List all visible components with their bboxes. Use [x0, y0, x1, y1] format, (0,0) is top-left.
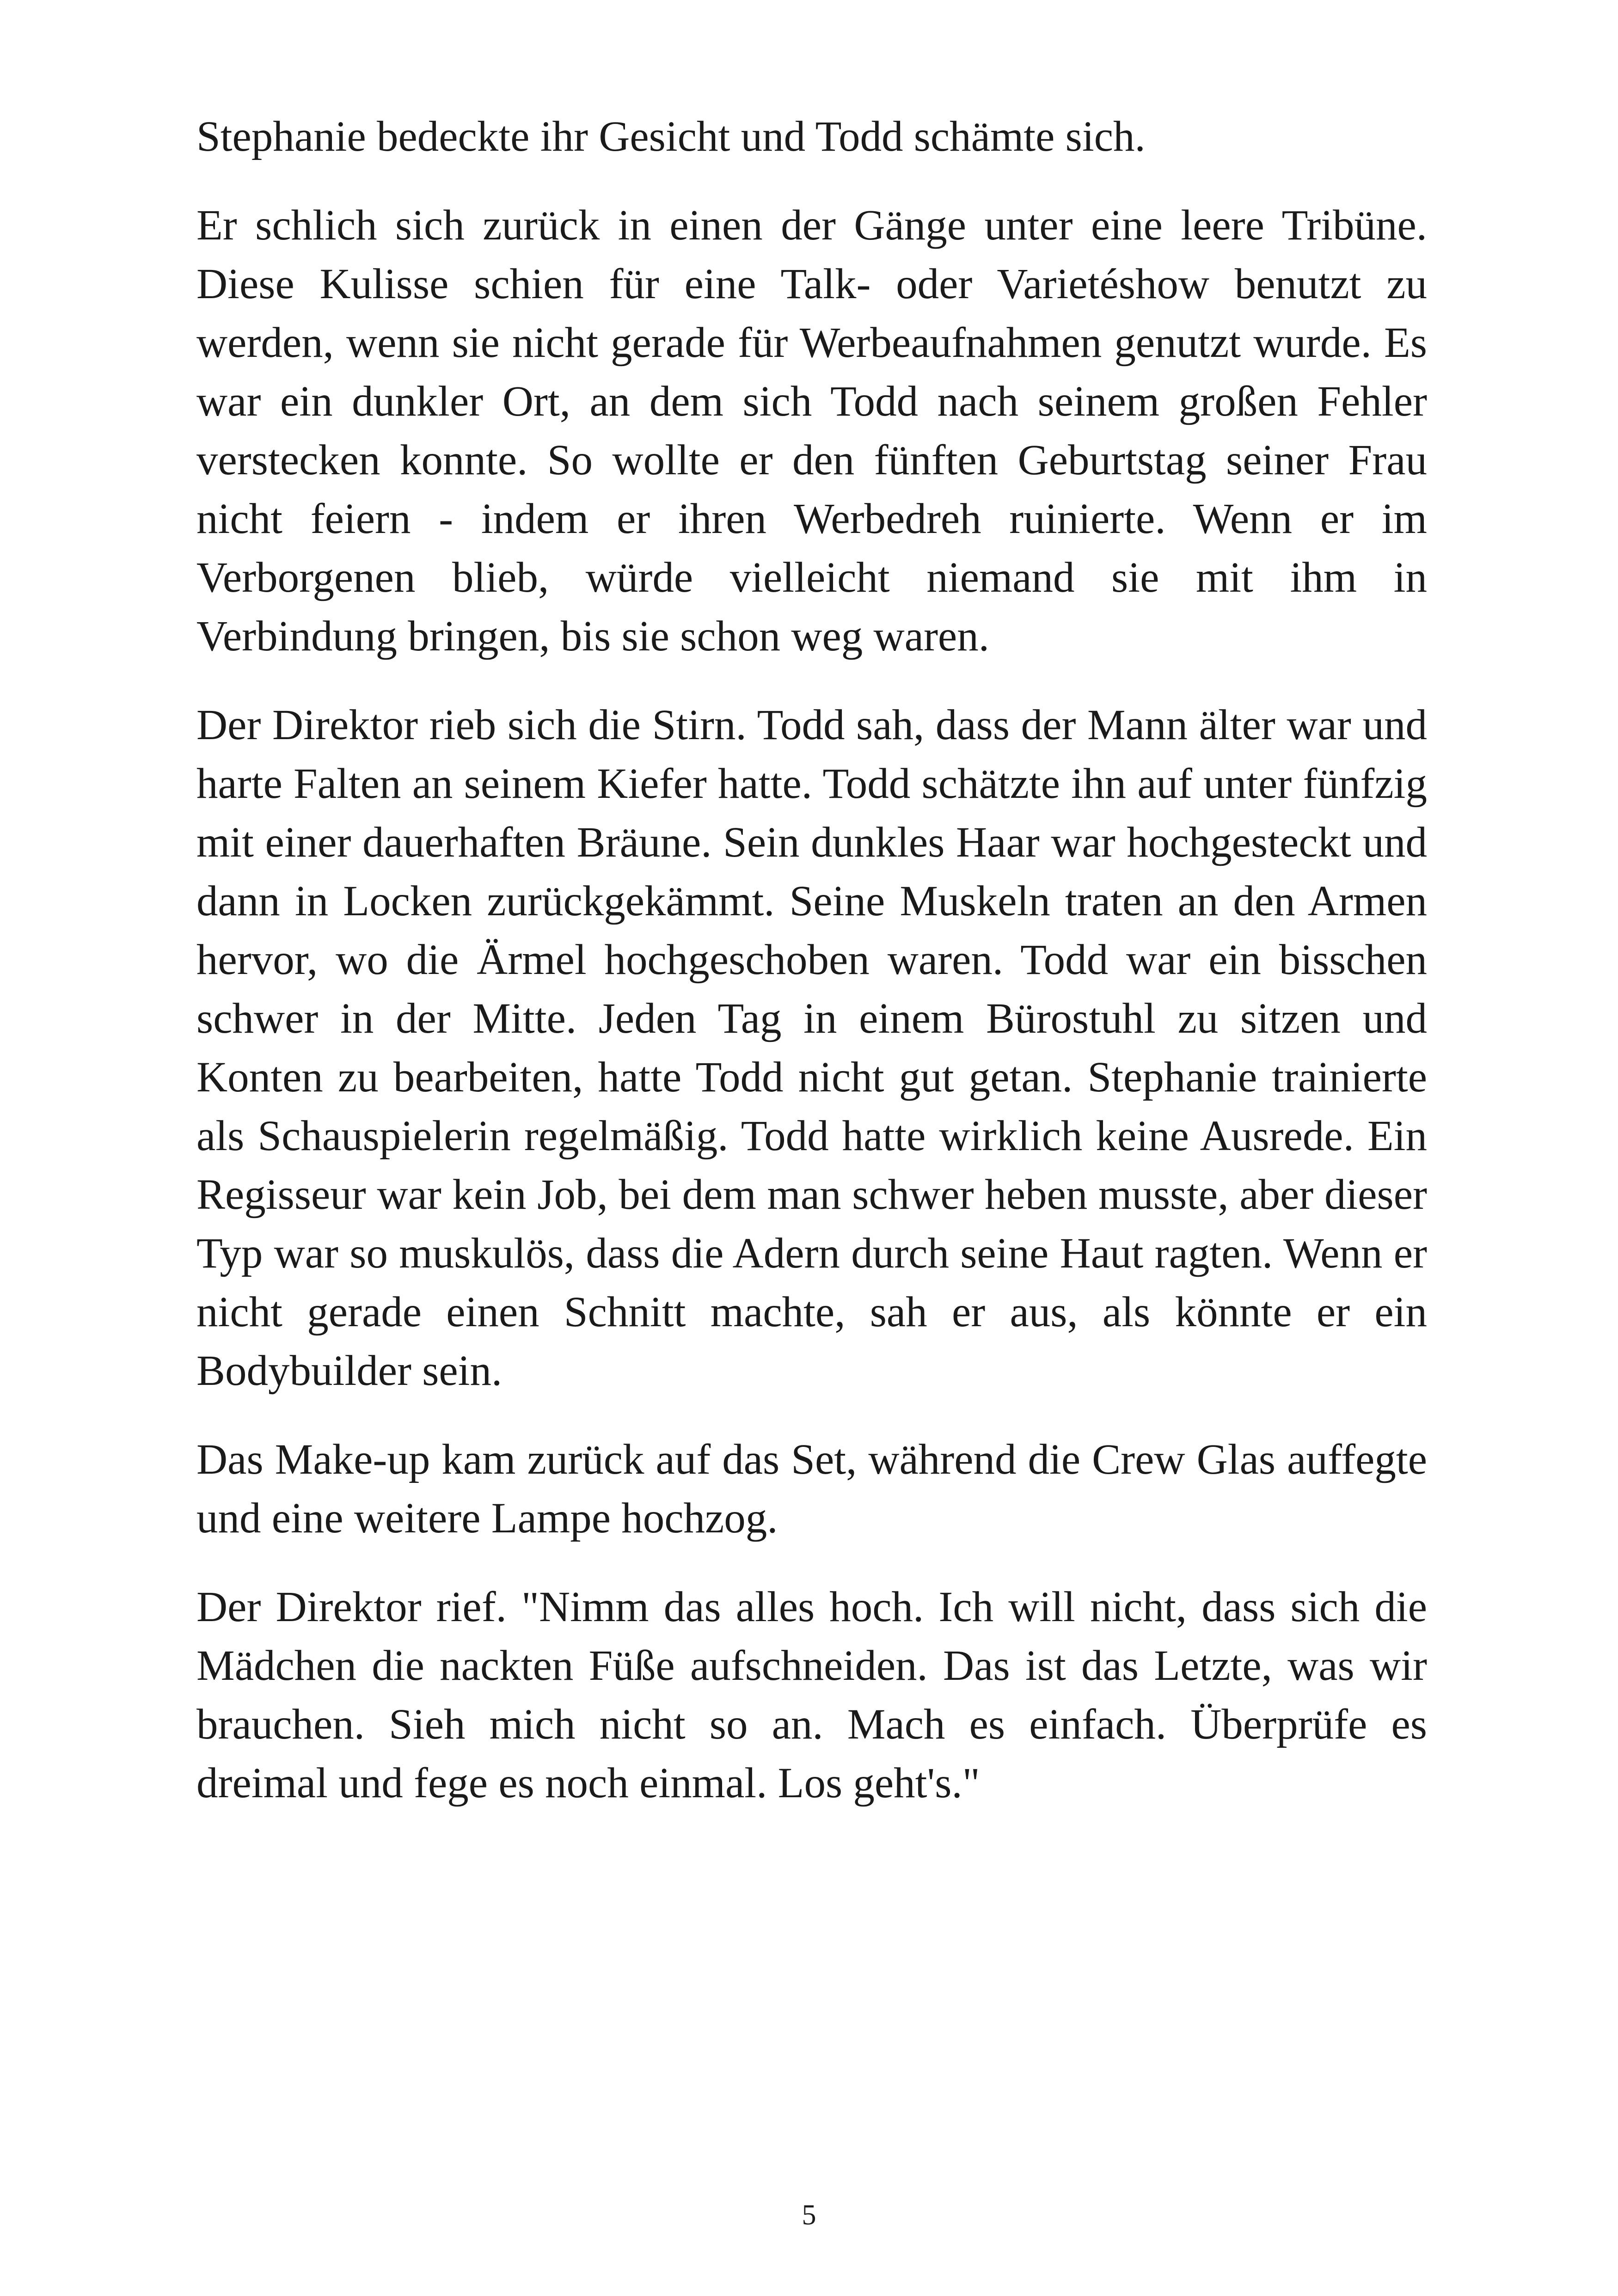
paragraph: Der Direktor rief. "Nimm das alles hoch. Ich will nicht, dass sich die Mädchen die nackten Füße aufschneiden. Das ist das Letzte, was wir brauchen. Sieh mich nicht so an. Mach es einfach. Überprüfe es dreimal und fege es noch einmal. Los geht's.": [196, 1583, 1427, 1807]
page-body: [196, 107, 1427, 1843]
paragraph: Er schlich sich zurück in einen der Gänge unter eine leere Tribüne. Diese Kulisse schien für eine Talk- oder Varietéshow benutzt zu werden, wenn sie nicht gerade für Werbeaufnahmen genutzt wurde. Es war ein dunkler Ort, an dem sich Todd nach seinem großen Fehler verstecken konnte. So wollte er den fünften Geburtstag seiner Frau nicht feiern - indem er ihren Werbedreh ruinierte. Wenn er im Verborgenen blieb, würde vielleicht niemand sie mit ihm in Verbindung bringen, bis sie schon weg waren.: [196, 202, 1427, 660]
page-number: 5: [802, 2199, 816, 2231]
paragraph: Der Direktor rieb sich die Stirn. Todd sah, dass der Mann älter war und harte Falten an seinem Kiefer hatte. Todd schätzte ihn auf unter fünfzig mit einer dauerhaften Bräune. Sein dunkles Haar war hochgesteckt und dann in Locken zurückgekämmt. Seine Muskeln traten an den Armen hervor, wo die Ärmel hochgeschoben waren. Todd war ein bisschen schwer in der Mitte. Jeden Tag in einem Bürostuhl zu sitzen und Konten zu bearbeiten, hatte Todd nicht gut getan. Stephanie trainierte als Schauspielerin regelmäßig. Todd hatte wirklich keine Ausrede. Ein Regisseur war kein Job, bei dem man schwer heben musste, aber dieser Typ war so muskulös, dass die Adern durch seine Haut ragten. Wenn er nicht gerade einen Schnitt machte, sah er aus, als könnte er ein Bodybuilder sein.: [196, 701, 1427, 1395]
paragraph: Stephanie bedeckte ihr Gesicht und Todd schämte sich.: [196, 113, 1146, 160]
paragraph: Das Make-up kam zurück auf das Set, während die Crew Glas auffegte und eine weitere Lampe hochzog.: [196, 1436, 1427, 1542]
